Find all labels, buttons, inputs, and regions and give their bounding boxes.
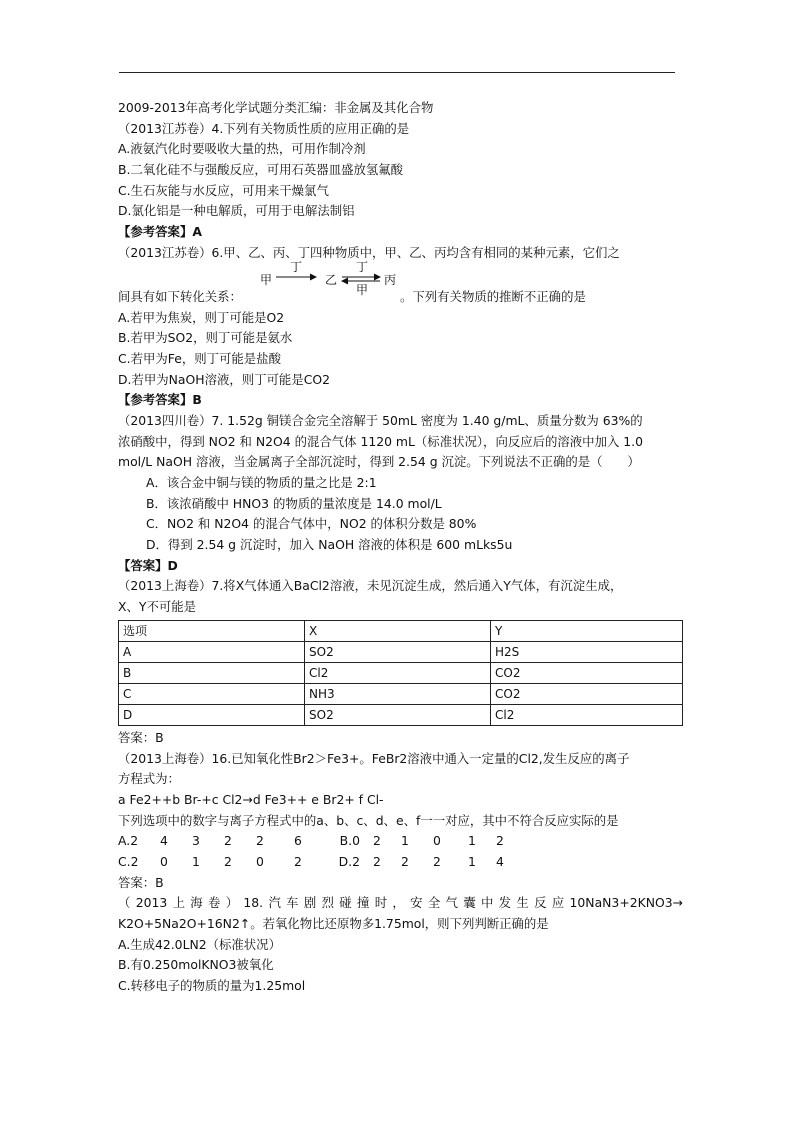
table-cell: CO2 xyxy=(491,683,683,704)
question-stem: K2O+5Na2O+16N2↑。若氧化物比还原物多1.75mol，则下列判断正确的是 xyxy=(118,916,549,931)
option-c: C.转移电子的物质的量为1.25mol xyxy=(118,978,306,994)
answer: 【参考答案】A xyxy=(118,224,202,240)
question-stem: （2013江苏卷）6.甲、乙、丙、丁四种物质中，甲、乙、丙均含有相同的某种元素，它们之 xyxy=(118,244,620,260)
coefficient: 2 xyxy=(294,853,302,869)
question-stem: 方程式为： xyxy=(118,771,180,787)
table-cell: SO2 xyxy=(305,704,491,725)
option-b-label: B.0 xyxy=(339,833,360,849)
scheme-reagent: 丁 xyxy=(290,259,303,274)
options-table xyxy=(118,620,683,726)
table-row xyxy=(119,704,683,725)
coefficient: 1 xyxy=(192,853,200,869)
answer: 【参考答案】B xyxy=(118,392,202,408)
coefficient: 2 xyxy=(496,833,504,849)
option-a: A．该合金中铜与镁的物质的量之比是 2:1 xyxy=(146,475,377,490)
stem-text: 。下列有关物质的推断不正确的是 xyxy=(400,288,586,304)
coefficient: 3 xyxy=(192,833,200,849)
option-b: B.若甲为SO2，则丁可能是氨水 xyxy=(118,330,293,346)
table-cell: CO2 xyxy=(491,662,683,683)
table-row xyxy=(119,641,683,662)
coefficient: 4 xyxy=(160,833,168,849)
table-cell: SO2 xyxy=(305,641,491,662)
option-d: D.氯化铝是一种电解质，可用于电解法制铝 xyxy=(118,203,355,219)
table-cell: Cl2 xyxy=(491,704,683,725)
option-a: A.若甲为焦炭，则丁可能是O2 xyxy=(118,309,285,325)
option-d: D.若甲为NaOH溶液，则丁可能是CO2 xyxy=(118,371,330,387)
option-row-cd xyxy=(118,852,683,873)
coefficient: 2 xyxy=(256,833,264,849)
option-d-label: D.2 xyxy=(338,853,360,869)
table-header: 选项 xyxy=(119,620,305,641)
question-stem: （2013上海卷）18.汽车剧烈碰撞时，安全气囊中发生反应10NaN3+2KNO3→ xyxy=(118,895,683,911)
table-header: X xyxy=(305,620,491,641)
option-c: C．NO2 和 N2O4 的混合气体中，NO2 的体积分数是 80% xyxy=(146,516,477,532)
document-title: 2009-2013年高考化学试题分类汇编：非金属及其化合物 xyxy=(118,100,434,115)
stem-text: 间具有如下转化关系： xyxy=(118,288,242,304)
coefficient: 2 xyxy=(373,833,381,849)
coefficient: 1 xyxy=(468,853,476,869)
question-stem: （2013上海卷）16.已知氧化性Br2＞Fe3+。FeBr2溶液中通入一定量的Cl2,发生反应的离子 xyxy=(118,750,630,766)
table-cell: D xyxy=(119,704,305,725)
coefficient: 4 xyxy=(496,853,504,869)
coefficient: 6 xyxy=(294,833,302,849)
coefficient: 0 xyxy=(160,853,168,869)
table-cell: C xyxy=(119,683,305,704)
table-header-row xyxy=(119,620,683,641)
option-b: B．该浓硝酸中 HNO3 的物质的量浓度是 14.0 mol/L xyxy=(146,495,442,511)
question-stem: 下列选项中的数字与离子方程式中的a、b、c、d、e、f一一对应，其中不符合反应实际的是 xyxy=(118,812,619,828)
scheme-reagent: 甲 xyxy=(356,282,369,297)
question-stem-with-scheme xyxy=(118,259,683,308)
option-c-label: C.2 xyxy=(118,853,139,869)
conversion-scheme xyxy=(258,259,403,308)
coefficient: 0 xyxy=(433,833,441,849)
answer: 【答案】D xyxy=(118,557,178,573)
option-c: C.生石灰能与水反应，可用来干燥氯气 xyxy=(118,182,329,198)
document-body xyxy=(118,98,683,997)
table-cell: H2S xyxy=(491,641,683,662)
scheme-reagent: 丁 xyxy=(356,259,369,274)
coefficient: 2 xyxy=(224,833,232,849)
question-stem: （2013四川卷）7. 1.52g 铜镁合金完全溶解于 50mL 密度为 1.40 g/mL、质量分数为 63%的 xyxy=(118,412,643,428)
option-b: B.有0.250molKNO3被氧化 xyxy=(118,957,274,973)
option-a: A.生成42.0LN2（标准状况） xyxy=(118,936,281,952)
table-cell: B xyxy=(119,662,305,683)
answer: 答案：B xyxy=(118,874,164,890)
table-cell: A xyxy=(119,641,305,662)
coefficient: 2 xyxy=(224,853,232,869)
table-cell: NH3 xyxy=(305,683,491,704)
scheme-species-c: 丙 xyxy=(384,272,397,287)
question-stem: 浓硝酸中，得到 NO2 和 N2O4 的混合气体 1120 mL（标准状况），向反应后的溶液中加入 1.0 xyxy=(118,433,643,449)
table-row xyxy=(119,683,683,704)
option-d: D．得到 2.54 g 沉淀时，加入 NaOH 溶液的体积是 600 mLks5u xyxy=(146,537,513,553)
ionic-equation: a Fe2++b Br-+c Cl2→d Fe3++ e Br2+ f Cl- xyxy=(118,791,384,807)
table-row xyxy=(119,662,683,683)
table-cell: Cl2 xyxy=(305,662,491,683)
coefficient: 0 xyxy=(256,853,264,869)
option-c: C.若甲为Fe，则丁可能是盐酸 xyxy=(118,350,281,366)
question-stem: （2013上海卷）7.将X气体通入BaCl2溶液，未见沉淀生成，然后通入Y气体，有沉淀生成， xyxy=(118,578,623,594)
option-a-label: A.2 xyxy=(118,833,139,849)
coefficient: 2 xyxy=(433,853,441,869)
option-b: B.二氧化硅不与强酸反应，可用石英器皿盛放氢氟酸 xyxy=(118,162,404,178)
question-stem: mol/L NaOH 溶液，当金属离子全部沉淀时，得到 2.54 g 沉淀。下列说法不正确的是（ ） xyxy=(118,454,640,470)
coefficient: 2 xyxy=(401,853,409,869)
option-row-ab xyxy=(118,831,683,852)
coefficient: 1 xyxy=(401,833,409,849)
header-rule xyxy=(119,72,675,73)
question-stem: X、Y不可能是 xyxy=(118,599,197,615)
answer: 答案：B xyxy=(118,729,164,745)
option-a: A.液氨汽化时要吸收大量的热，可用作制冷剂 xyxy=(118,141,366,157)
scheme-species-b: 乙 xyxy=(325,272,338,287)
coefficient: 2 xyxy=(373,853,381,869)
coefficient: 1 xyxy=(468,833,476,849)
question-stem: （2013江苏卷）4.下列有关物质性质的应用正确的是 xyxy=(118,120,410,136)
scheme-species-a: 甲 xyxy=(260,272,273,287)
table-header: Y xyxy=(491,620,683,641)
